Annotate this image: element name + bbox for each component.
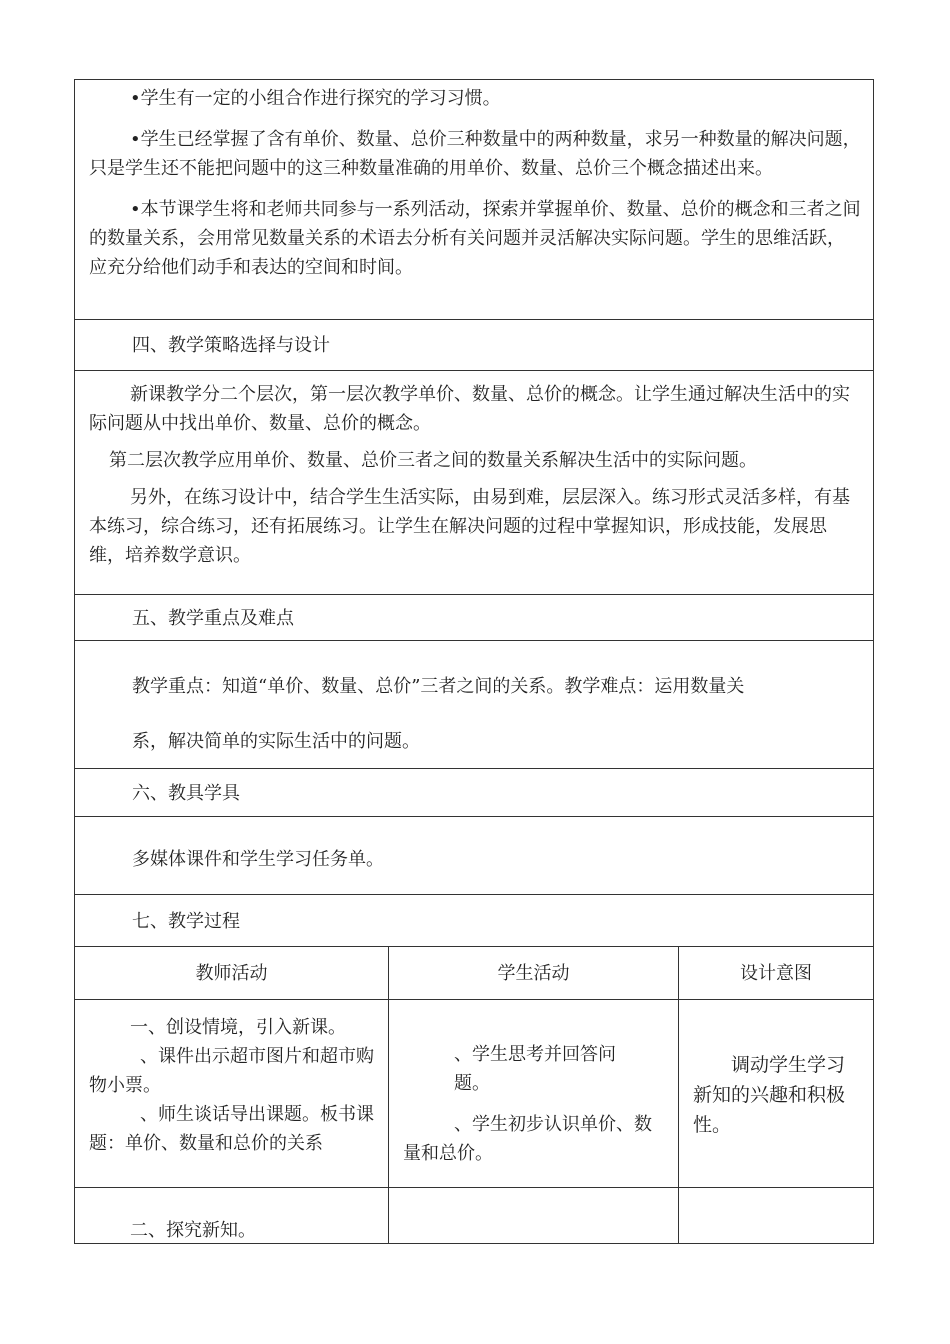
teacher-step-2: 、师生谈话导出课题。板书课题：单价、数量和总价的关系: [89, 1104, 374, 1154]
materials-text: 多媒体课件和学生学习任务单。: [132, 849, 384, 870]
header-teacher-activity: 教师活动: [195, 963, 268, 984]
key-points-heading: 五、教学重点及难点: [132, 608, 294, 629]
lesson-plan-table: [74, 79, 874, 1244]
process-row-1: [75, 1000, 873, 1188]
key-points-heading-row: [75, 595, 873, 641]
strategy-section: [75, 371, 873, 595]
teacher-activity-cell: [75, 1000, 388, 1187]
process-heading: 七、教学过程: [132, 911, 240, 932]
materials-heading: 六、教具学具: [132, 783, 240, 804]
key-points-section: [75, 641, 873, 769]
key-points-line-1: 教学重点：知道“单价、数量、总价”三者之间的关系。教学难点：运用数量关: [132, 676, 745, 697]
teacher-activity-cell-2: [75, 1188, 388, 1243]
process-heading-row: [75, 895, 873, 947]
strategy-heading-row: [75, 320, 873, 371]
design-intent-cell: [678, 1000, 873, 1187]
student-step-1: 、学生思考并回答问题。: [454, 1044, 616, 1094]
materials-heading-row: [75, 769, 873, 817]
process-row-2: [75, 1188, 873, 1244]
strategy-paragraph-2: 第二层次教学应用单价、数量、总价三者之间的数量关系解决生活中的实际问题。: [109, 450, 757, 471]
analysis-paragraph-2: •学生已经掌握了含有单价、数量、总价三种数量中的两种数量，求另一种数量的解决问题，只是学生还不能把问题中的这三种数量准确的用单价、数量、总价三个概念描述出来。: [89, 129, 861, 179]
teacher-step-explore: 二、探究新知。: [130, 1220, 256, 1241]
process-table-header: [75, 947, 873, 1000]
header-student-activity: 学生活动: [388, 947, 678, 999]
strategy-paragraph-1: 新课教学分二个层次，第一层次教学单价、数量、总价的概念。让学生通过解决生活中的实际问题从中找出单价、数量、总价的概念。: [89, 384, 850, 434]
analysis-paragraph-1: •学生有一定的小组合作进行探究的学习习惯。: [130, 88, 501, 109]
design-intent-cell-2: [678, 1188, 873, 1243]
student-activity-cell-2: [388, 1188, 678, 1243]
student-analysis-section: [75, 80, 873, 320]
strategy-paragraph-3: 另外，在练习设计中，结合学生生活实际，由易到难，层层深入。练习形式灵活多样，有基本练习，综合练习，还有拓展练习。让学生在解决问题的过程中掌握知识，形成技能，发展思维，培养数学意识。: [89, 487, 850, 566]
strategy-heading: 四、教学策略选择与设计: [132, 335, 330, 356]
student-step-2: 、学生初步认识单价、数量和总价。: [403, 1114, 652, 1164]
design-intent-text: 调动学生学习新知的兴趣和积极性。: [693, 1054, 846, 1136]
key-points-line-2: 系，解决简单的实际生活中的问题。: [132, 731, 420, 752]
student-activity-cell: [388, 1000, 678, 1187]
teacher-step-intro: 一、创设情境，引入新课。: [130, 1017, 346, 1038]
materials-section: [75, 817, 873, 895]
header-design-intent: 设计意图: [678, 947, 873, 999]
analysis-paragraph-3: •本节课学生将和老师共同参与一系列活动，探索并掌握单价、数量、总价的概念和三者之间的数量关系，会用常见数量关系的术语去分析有关问题并灵活解决实际问题。学生的思维活跃，应充分给他们动手和表达的空间和时间。: [89, 199, 861, 278]
teacher-step-1: 、课件出示超市图片和超市购物小票。: [89, 1046, 374, 1096]
